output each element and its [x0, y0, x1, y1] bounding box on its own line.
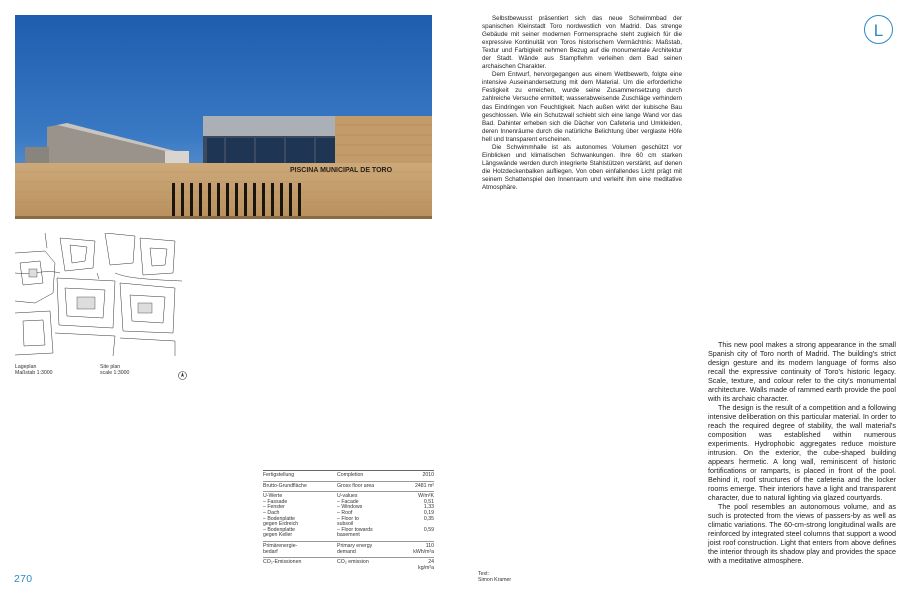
caption-de-title: Lageplan	[15, 364, 37, 370]
english-paragraph: The pool resembles an autonomous volume, and as such is protected from the views of passers-by as well as climatic variations. The 60-cm-strong longitudinal walls are reinforced by integrated steel columns that support a wood joist roof construction. Light that enters from above defines the interior through its shadow play and provides the space with a meditative atmosphere.	[708, 502, 896, 565]
table-cell: bedarf	[263, 548, 278, 555]
table-cell: gegen Erdreich	[263, 521, 299, 528]
sign-text: PISCINA MUNICIPAL DE TORO	[290, 167, 393, 174]
table-cell: 2010	[422, 472, 434, 478]
table-cell: – Floor to	[337, 515, 359, 522]
table-cell: – Floor towards	[337, 526, 373, 533]
site-plan-svg	[15, 233, 182, 356]
page-number: 270	[14, 573, 33, 585]
table-row	[263, 482, 434, 493]
north-arrow-icon	[178, 367, 187, 376]
text-credit	[478, 571, 511, 584]
table-cell: – Roof	[337, 509, 353, 516]
table-cell: – Bodenplatte	[263, 515, 296, 522]
table-cell: Primary energy	[337, 542, 373, 549]
table-row	[263, 558, 434, 573]
german-paragraph: Dem Entwurf, hervorgegangen aus einem Wettbewerb, folgte eine intensive Auseinandersetzung mit dem Material. Um die erforderliche Festigkeit zu erreichen, wurde seine Zusammensetzung durch zahlreiche Versuche ermittelt; wasserabweisende Zuschläge verhindern das Eindringen von Feuchtigkeit. Nach außen wirkt der kubische Bau geschlossen. Wie ein Schutzwall schiebt sich eine lange Wand vor das Bad. Dahinter erheben sich die Dächer von Cafeteria und Umkleiden, deren Innenräume durch die natürliche Belichtung über verglaste Höfe hell und transparent erscheinen.	[482, 71, 682, 143]
german-body-text	[482, 15, 682, 192]
german-paragraph: Die Schwimmhalle ist als autonomes Volumen geschützt vor Einblicken und klimatischen Schwankungen. Ihre 60 cm starken Längswände werden durch integrierte Stahlstützen verstärkt, auf denen die Holzdeckenbalken aufliegen. Von oben einfallendes Licht prägt mit seinem Schattenspiel den Innenraum und verleiht ihm eine meditative Atmosphäre.	[482, 143, 682, 191]
caption-en-scale: scale 1:3000	[100, 370, 130, 377]
chapter-badge: L	[864, 15, 893, 44]
table-cell: demand	[337, 548, 356, 555]
table-row	[263, 542, 434, 558]
table-cell: Primärenergie-	[263, 542, 298, 549]
table-cell: Brutto-Grundfläche	[263, 482, 307, 489]
building-photo	[15, 15, 432, 219]
caption-en	[100, 364, 129, 376]
table-cell: kg/m²a	[418, 564, 434, 571]
table-cell: 24	[428, 559, 434, 566]
english-paragraph: This new pool makes a strong appearance in the small Spanish city of Toro north of Madrid. The building's strict design gesture and its modern language of forms also recall the expressive continuity of Toro's historic legacy. Scale, texture, and colour refer to the city's monumental architecture. Walls made of rammed earth provide the pool with its archaic character.	[708, 340, 896, 403]
table-cell: gegen Keller	[263, 532, 293, 539]
caption-de	[15, 364, 53, 376]
table-cell: subsoil	[337, 521, 354, 528]
table-cell: – Windows	[337, 504, 363, 511]
table-cell: 0,51	[423, 498, 434, 505]
table-cell	[401, 533, 434, 539]
table-cell: – Facade	[337, 498, 359, 505]
credit-label: Text:	[478, 571, 489, 577]
table-cell: – Fassade	[263, 498, 288, 505]
table-cell: 0,35	[423, 515, 434, 522]
table-cell: CO₂ emission	[337, 559, 369, 566]
photo-svg	[15, 15, 432, 219]
project-data-table	[263, 470, 434, 573]
table-cell: U-Werte	[263, 493, 283, 500]
table-cell: W/m²K	[418, 493, 434, 500]
table-cell: 2481 m²	[414, 482, 434, 489]
table-cell: – Dach	[263, 509, 280, 516]
table-cell: 110	[425, 542, 434, 549]
credit-author: Simon Kramer	[478, 577, 512, 584]
caption-en-title: Site plan	[100, 364, 121, 370]
english-paragraph: The design is the result of a competition and a following intensive deliberation on this particular material. In order to reach the required degree of stability, the wall material's composition was established within numerous experiments. Hydrophobic aggregates reduce moisture intrusion. On the exterior, the cube-shaped building appears hermetic. A long wall, reminiscent of historic fortifications or ramparts, is placed in front of the pool. Behind it, roof structures of the cafeteria and the locker rooms emerge. Their interiors have a light and transparent character, due to natural lighting via glazed courtyards.	[708, 403, 896, 502]
site-plan	[15, 233, 182, 356]
table-cell: – Fenster	[263, 504, 285, 511]
table-cell: U-values	[337, 493, 358, 500]
table-cell: kWh/m²a	[413, 548, 434, 555]
caption-de-scale: Maßstab 1:3000	[15, 370, 53, 377]
table-cell: 1,33	[423, 504, 434, 511]
table-cell: Gross floor area	[337, 482, 375, 489]
table-cell: 0,19	[423, 509, 434, 516]
german-paragraph: Selbstbewusst präsentiert sich das neue Schwimmbad der spanischen Kleinstadt Toro nordwestlich von Madrid. Das strenge Gebäude mit seiner modernen Formensprache steht zugleich für die expressive Kontinuität von Toros historischem Vermächtnis: Maßstab, Textur und Farbigkeit nehmen Bezug auf die monumentale Architektur der Stadt. Wände aus Stampflehm verleihen dem Bad seinen archaischen Charakter.	[482, 15, 682, 71]
english-body-text	[708, 340, 896, 565]
table-cell: Fertigstellung	[263, 472, 295, 478]
table-cell: Completion	[337, 472, 364, 478]
table-cell: CO₂-Emissionen	[263, 559, 302, 566]
table-cell: – Bodenplatte	[263, 526, 296, 533]
table-cell: basement	[337, 532, 360, 539]
table-cell: 0,59	[423, 526, 434, 533]
table-row	[263, 492, 434, 542]
table-row	[263, 470, 434, 482]
